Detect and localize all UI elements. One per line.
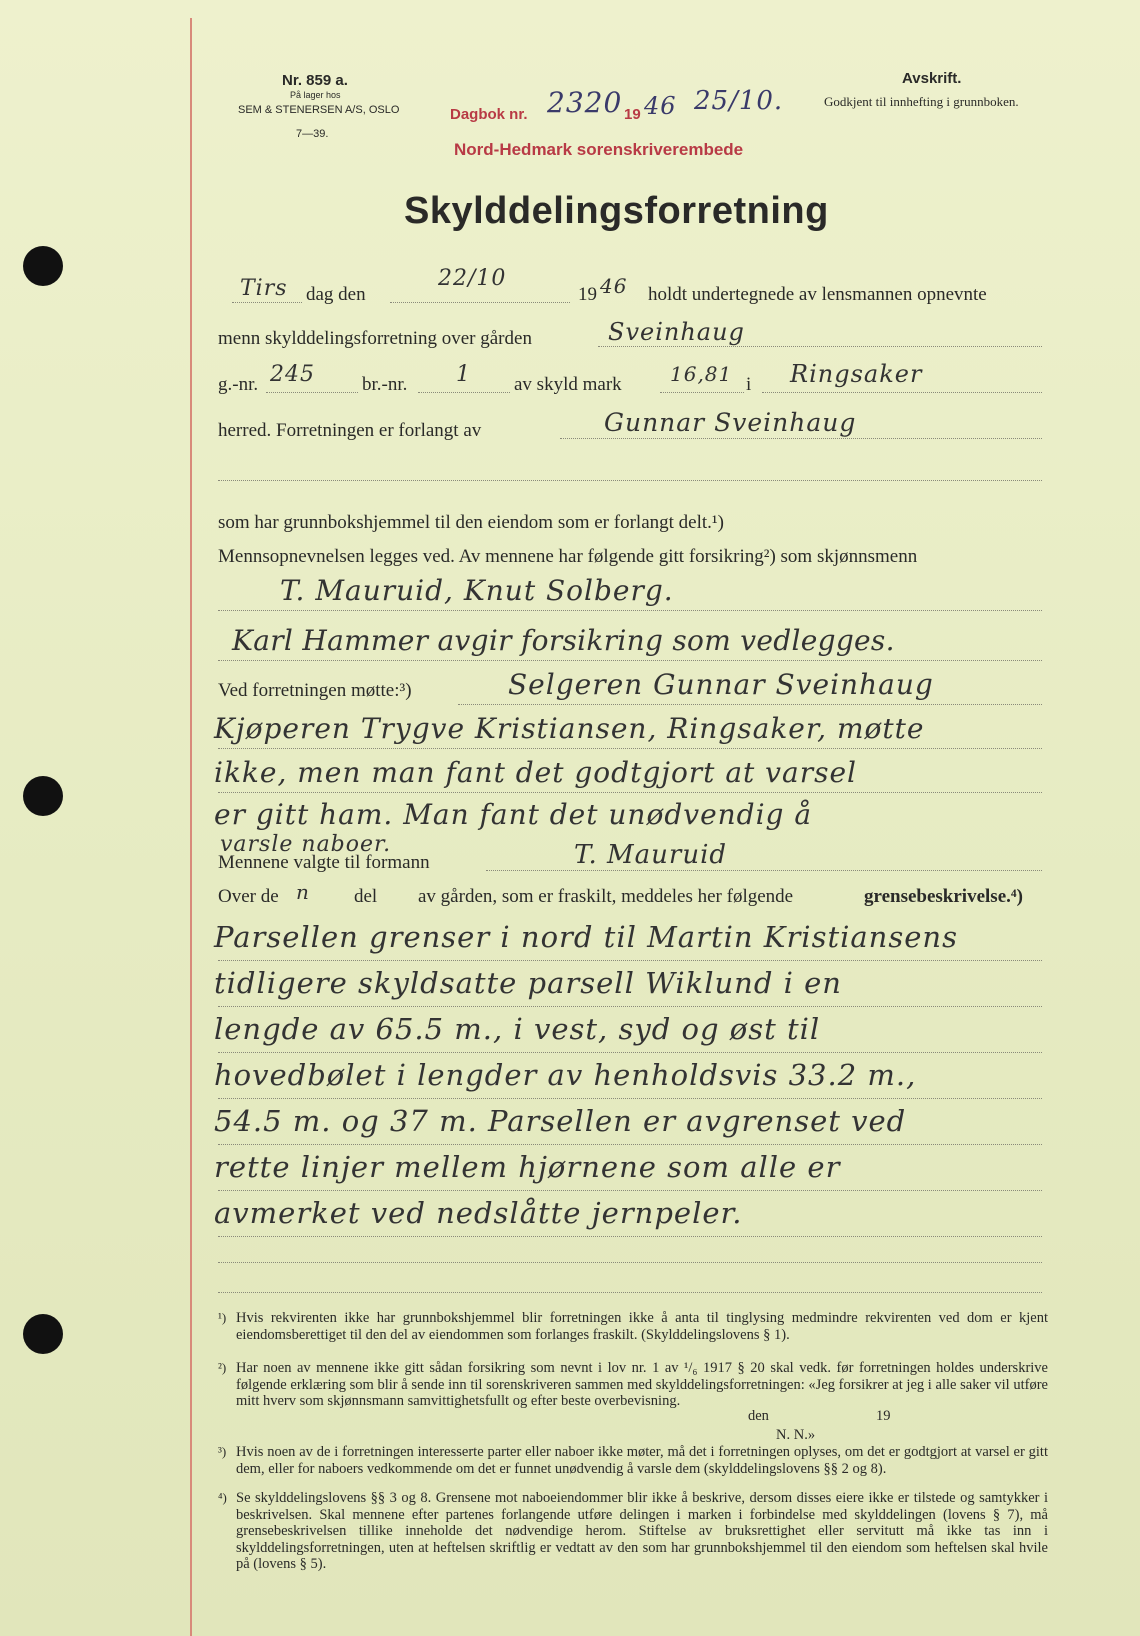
hjemmel-text: som har grunnbokshjemmel til den eiendom som er forlangt delt.¹) xyxy=(218,512,724,533)
line2-label: menn skylddelingsforretning over gården xyxy=(218,328,532,349)
stamp-date: 25/10. xyxy=(694,86,784,116)
boundary-line: rette linjer mellem hjørnene som alle er xyxy=(214,1150,841,1184)
municipality-handwritten: Ringsaker xyxy=(790,360,923,388)
over-label-a: Over de xyxy=(218,886,279,907)
punch-hole-middle xyxy=(23,776,63,816)
footnote-text: Hvis rekvirenten ikke har grunnbokshjemmel blir forretningen ikke å anta til tinglysing medmindre rekvirenten ved dom er kjent eiendomsberettiget til den del av eiendommen som forlanges fraskilt. (Skylddelingslovens § 1). xyxy=(236,1310,1048,1343)
publisher-line1: På lager hos xyxy=(290,90,341,100)
i-label: i xyxy=(746,374,752,395)
publisher-line2: SEM & STENERSEN A/S, OSLO xyxy=(238,104,400,116)
boundary-line: Parsellen grenser i nord til Martin Kristiansens xyxy=(214,920,958,954)
footnote-mark: ¹) xyxy=(218,1310,227,1325)
brnr-handwritten: 1 xyxy=(456,362,471,387)
footnote-mark: ⁴) xyxy=(218,1490,227,1505)
herred-label: herred. Forretningen er forlangt av xyxy=(218,420,482,441)
notice-line3-handwritten: varsle naboer. xyxy=(220,832,392,857)
punch-hole-bottom xyxy=(23,1314,63,1354)
formann-handwritten: T. Mauruid xyxy=(574,840,728,870)
weekday-handwritten: Tirs xyxy=(240,276,288,301)
stamp-office: Nord-Hedmark sorenskriverembede xyxy=(454,140,744,159)
year-prefix: 19 xyxy=(578,284,597,305)
page-title: Skylddelingsforretning xyxy=(404,190,829,232)
brnr-label: br.-nr. xyxy=(362,374,408,395)
requested-by-handwritten: Gunnar Sveinhaug xyxy=(604,408,857,437)
stamp-dagbok-label: Dagbok nr. xyxy=(450,106,528,123)
boundary-line: tidligere skyldsatte parsell Wiklund i en xyxy=(214,966,842,1000)
avskrift-label: Avskrift. xyxy=(902,70,962,87)
over-handwritten-n: n xyxy=(296,880,310,904)
footnote-text: Har noen av mennene ikke gitt sådan forsikring som nevnt i lov nr. 1 av ¹/₆ 1917 § 20 skal vedk. før forretningen holdes underskrive følgende erklæring som blir å sende inn til sorenskriveren sammen med skylddelingsforretningen: «Jeg forsikrer at jeg i alle saker vil utføre mitt hverv som skjønnsmann samvittighetsfullt og efter beste overbevisning. xyxy=(236,1360,1048,1409)
boundary-line: lengde av 65.5 m., i vest, syd og øst til xyxy=(214,1012,821,1046)
margin-rule xyxy=(190,18,192,1636)
year-handwritten: 46 xyxy=(600,274,628,298)
mennsop-text: Mennsopnevnelsen legges ved. Av mennene har følgende gitt forsikring²) som skjønnsmenn xyxy=(218,546,918,567)
form-number: Nr. 859 a. xyxy=(282,72,348,89)
punch-hole-top xyxy=(23,246,63,286)
gnr-label: g.-nr. xyxy=(218,374,259,395)
appraisers-handwritten: T. Mauruid, Knut Solberg. xyxy=(280,574,674,607)
footnote2-den: den xyxy=(748,1408,769,1424)
skyld-handwritten: 16,81 xyxy=(670,362,733,386)
farm-name-handwritten: Sveinhaug xyxy=(608,318,745,346)
dag-den-label: dag den xyxy=(306,284,366,305)
stamp-year: 46 xyxy=(644,92,677,120)
footnote-text: Se skylddelingslovens §§ 3 og 8. Grensene mot naboeiendommer blir ikke å beskrive, dersom disses eiere ikke er tilstede og samtykker i beskrivelsen. Skal mennene efter partenes forlangende utføre delingen i marken i forbindelse med skylddelingen (lovens § 7), må grensebeskrivelsen tillike inneholde det nødvendige herom. Stiftelse av bruksrettighet eller servitutt må ikke tas inn i skylddelingsforretningen, uten at heftelsen skriftlig er vedtatt av den som har grunnbokshjemmel til den eiendom som heftelsen skal hvile på (lovens § 5). xyxy=(236,1490,1048,1572)
boundary-line: avmerket ved nedslåtte jernpeler. xyxy=(214,1196,743,1230)
notice-line-handwritten: ikke, men man fant det godtgjort at varsel xyxy=(214,756,857,789)
boundary-line: hovedbølet i lengder av henholdsvis 33.2 m., xyxy=(214,1058,917,1092)
mote-label: Ved forretningen møtte:³) xyxy=(218,680,412,701)
attendees-handwritten: Selgeren Gunnar Sveinhaug xyxy=(508,668,934,701)
line1-rest: holdt undertegnede av lensmannen opnevnte xyxy=(648,284,987,305)
notice-line2-handwritten: er gitt ham. Man fant det unødvendig å xyxy=(214,798,813,831)
godkjent-label: Godkjent til innhefting i grunnboken. xyxy=(824,94,1019,109)
footnote-mark: ²) xyxy=(218,1360,227,1375)
stamp-dagbok-number: 2320 xyxy=(547,86,623,119)
stamp-year-prefix: 19 xyxy=(624,106,641,123)
date-handwritten: 22/10 xyxy=(438,266,507,291)
skyld-label: av skyld mark xyxy=(514,374,622,395)
over-label-c: av gården, som er fraskilt, meddeles her følgende xyxy=(418,886,794,907)
footnote2-year: 19 xyxy=(876,1408,891,1424)
gnr-handwritten: 245 xyxy=(270,362,315,387)
footnote-text: Hvis noen av de i forretningen interesserte parter eller naboer ikke møter, må det i forretningen oplyses, om det er godtgjort at varsel er gitt dem, eller for naboers vedkommende om det er funnet unødvendig å varsle dem (skylddelingslovens §§ 2 og 8). xyxy=(236,1444,1048,1477)
form-date: 7—39. xyxy=(296,128,329,140)
over-label-b: del xyxy=(354,886,378,907)
insurance-note-handwritten: Karl Hammer avgir forsikring som vedlegges. xyxy=(232,624,895,657)
formann-label: Mennene valgte til formann xyxy=(218,852,430,873)
buyer-line-handwritten: Kjøperen Trygve Kristiansen, Ringsaker, møtte xyxy=(214,712,925,745)
grensebeskrivelse-label: grensebeskrivelse.⁴) xyxy=(864,886,1023,907)
footnote2-nn: N. N.» xyxy=(776,1427,816,1443)
boundary-line: 54.5 m. og 37 m. Parsellen er avgrenset ved xyxy=(214,1104,907,1138)
footnote-mark: ³) xyxy=(218,1444,227,1459)
